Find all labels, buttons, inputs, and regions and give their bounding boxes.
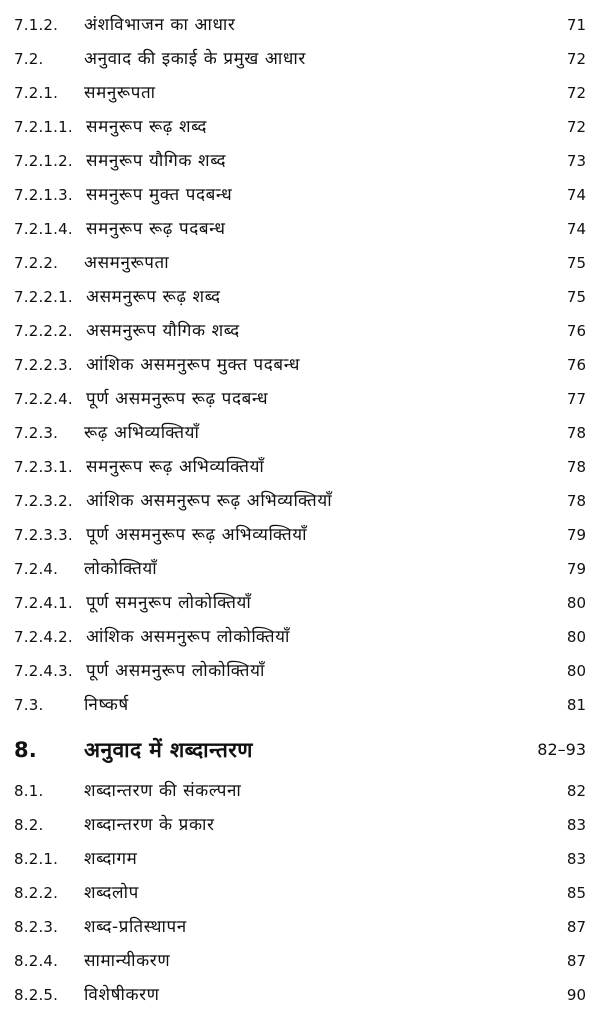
toc-entry	[0, 944, 600, 978]
entry-page: 80	[566, 594, 586, 612]
entry-title: पूर्ण असमनुरूप रूढ़ अभिव्यक्तियाँ	[86, 525, 308, 545]
entry-number: 8.1.	[14, 782, 44, 800]
toc-entry	[0, 178, 600, 212]
toc-entry	[0, 484, 600, 518]
entry-title: पूर्ण असमनुरूप रूढ़ पदबन्ध	[86, 389, 269, 409]
entry-page: 76	[566, 322, 586, 340]
entry-title: पूर्ण समनुरूप लोकोक्तियाँ	[86, 593, 252, 613]
entry-title: समनुरूप रूढ़ पदबन्ध	[86, 219, 226, 239]
entry-title: असमनुरूप रूढ़ शब्द	[86, 287, 221, 307]
entry-title: समनुरूप रूढ़ शब्द	[86, 117, 207, 137]
entry-number: 7.1.2.	[14, 16, 59, 34]
entry-number: 7.2.2.4.	[14, 390, 73, 408]
toc-entry	[0, 688, 600, 722]
toc-entry	[0, 518, 600, 552]
chapter-number: 8.	[14, 738, 37, 762]
entry-page: 77	[566, 390, 586, 408]
toc-entry	[0, 620, 600, 654]
entry-title: अनुवाद की इकाई के प्रमुख आधार	[84, 49, 306, 69]
entry-page: 87	[566, 952, 586, 970]
toc-entry	[0, 8, 600, 42]
entry-title: असमनुरूप यौगिक शब्द	[86, 321, 240, 341]
entry-number: 7.2.1.2.	[14, 152, 73, 170]
toc-entry	[0, 876, 600, 910]
entry-title: अंशविभाजन का आधार	[84, 15, 236, 35]
entry-number: 7.2.2.1.	[14, 288, 73, 306]
toc-entry	[0, 552, 600, 586]
entry-number: 7.2.3.2.	[14, 492, 73, 510]
entry-number: 7.2.3.	[14, 424, 59, 442]
entry-number: 7.2.4.3.	[14, 662, 73, 680]
toc-entry	[0, 808, 600, 842]
entry-number: 7.2.4.2.	[14, 628, 73, 646]
entry-title: आंशिक असमनुरूप मुक्त पदबन्ध	[86, 355, 301, 375]
entry-page: 78	[566, 424, 586, 442]
toc-entry	[0, 586, 600, 620]
toc-entry	[0, 246, 600, 280]
entry-page: 83	[566, 816, 586, 834]
entry-page: 71	[566, 16, 586, 34]
entry-page: 90	[566, 986, 586, 1004]
toc-entry	[0, 76, 600, 110]
entry-number: 7.3.	[14, 696, 44, 714]
entry-page: 87	[566, 918, 586, 936]
entry-number: 7.2.4.	[14, 560, 59, 578]
toc-entry	[0, 314, 600, 348]
toc-entry	[0, 416, 600, 450]
entry-title: रूढ़ अभिव्यक्तियाँ	[84, 423, 200, 443]
entry-title: समनुरूप यौगिक शब्द	[86, 151, 227, 171]
entry-page: 80	[566, 628, 586, 646]
toc-entry	[0, 450, 600, 484]
entry-page: 78	[566, 492, 586, 510]
entry-title: निष्कर्ष	[84, 695, 129, 715]
entry-page: 74	[566, 220, 586, 238]
entry-title: शब्दागम	[84, 849, 138, 869]
entry-title: आंशिक असमनुरूप लोकोक्तियाँ	[86, 627, 291, 647]
toc-entry	[0, 774, 600, 808]
toc-entry	[0, 910, 600, 944]
entry-page: 75	[566, 254, 586, 272]
entry-page: 83	[566, 850, 586, 868]
toc-entry	[0, 212, 600, 246]
entry-page: 79	[566, 526, 586, 544]
toc-entry	[0, 978, 600, 1012]
entry-number: 7.2.1.4.	[14, 220, 73, 238]
entry-page: 72	[566, 118, 586, 136]
entry-title: सामान्यीकरण	[84, 951, 171, 971]
entry-title: पूर्ण असमनुरूप लोकोक्तियाँ	[86, 661, 265, 681]
chapter-heading	[0, 726, 600, 774]
entry-title: समनुरूपता	[84, 83, 156, 103]
table-of-contents	[0, 8, 600, 1012]
entry-title: समनुरूप मुक्त पदबन्ध	[86, 185, 233, 205]
entry-page: 73	[566, 152, 586, 170]
entry-page: 81	[566, 696, 586, 714]
entry-number: 7.2.1.1.	[14, 118, 73, 136]
entry-title: शब्दान्तरण के प्रकार	[84, 815, 215, 835]
entry-title: शब्दान्तरण की संकल्पना	[84, 781, 242, 801]
entry-number: 7.2.	[14, 50, 44, 68]
entry-page: 78	[566, 458, 586, 476]
entry-title: शब्दलोप	[84, 883, 139, 903]
toc-entry	[0, 842, 600, 876]
entry-number: 7.2.3.1.	[14, 458, 73, 476]
entry-title: विशेषीकरण	[84, 985, 160, 1005]
entry-page: 76	[566, 356, 586, 374]
entry-page: 74	[566, 186, 586, 204]
entry-title: समनुरूप रूढ़ अभिव्यक्तियाँ	[86, 457, 265, 477]
entry-number: 7.2.4.1.	[14, 594, 73, 612]
entry-title: असमनुरूपता	[84, 253, 170, 273]
chapter-title: अनुवाद में शब्दान्तरण	[84, 738, 253, 762]
entry-number: 7.2.1.3.	[14, 186, 73, 204]
entry-number: 7.2.1.	[14, 84, 59, 102]
entry-number: 8.2.3.	[14, 918, 59, 936]
entry-number: 8.2.	[14, 816, 44, 834]
entry-number: 8.2.4.	[14, 952, 59, 970]
toc-entry	[0, 144, 600, 178]
entry-number: 7.2.2.3.	[14, 356, 73, 374]
toc-entry	[0, 42, 600, 76]
toc-entry	[0, 348, 600, 382]
entry-page: 80	[566, 662, 586, 680]
entry-page: 85	[566, 884, 586, 902]
chapter-page-range: 82–93	[537, 740, 586, 759]
entry-page: 72	[566, 50, 586, 68]
toc-entry	[0, 110, 600, 144]
entry-page: 79	[566, 560, 586, 578]
toc-entry	[0, 280, 600, 314]
entry-number: 8.2.1.	[14, 850, 59, 868]
entry-title: शब्द-प्रतिस्थापन	[84, 917, 187, 937]
entry-page: 72	[566, 84, 586, 102]
entry-number: 7.2.3.3.	[14, 526, 73, 544]
entry-number: 8.2.2.	[14, 884, 59, 902]
entry-page: 82	[566, 782, 586, 800]
entry-number: 7.2.2.2.	[14, 322, 73, 340]
toc-entry	[0, 382, 600, 416]
toc-entry	[0, 654, 600, 688]
entry-page: 75	[566, 288, 586, 306]
entry-number: 8.2.5.	[14, 986, 59, 1004]
entry-title: आंशिक असमनुरूप रूढ़ अभिव्यक्तियाँ	[86, 491, 333, 511]
entry-number: 7.2.2.	[14, 254, 59, 272]
entry-title: लोकोक्तियाँ	[84, 559, 158, 579]
